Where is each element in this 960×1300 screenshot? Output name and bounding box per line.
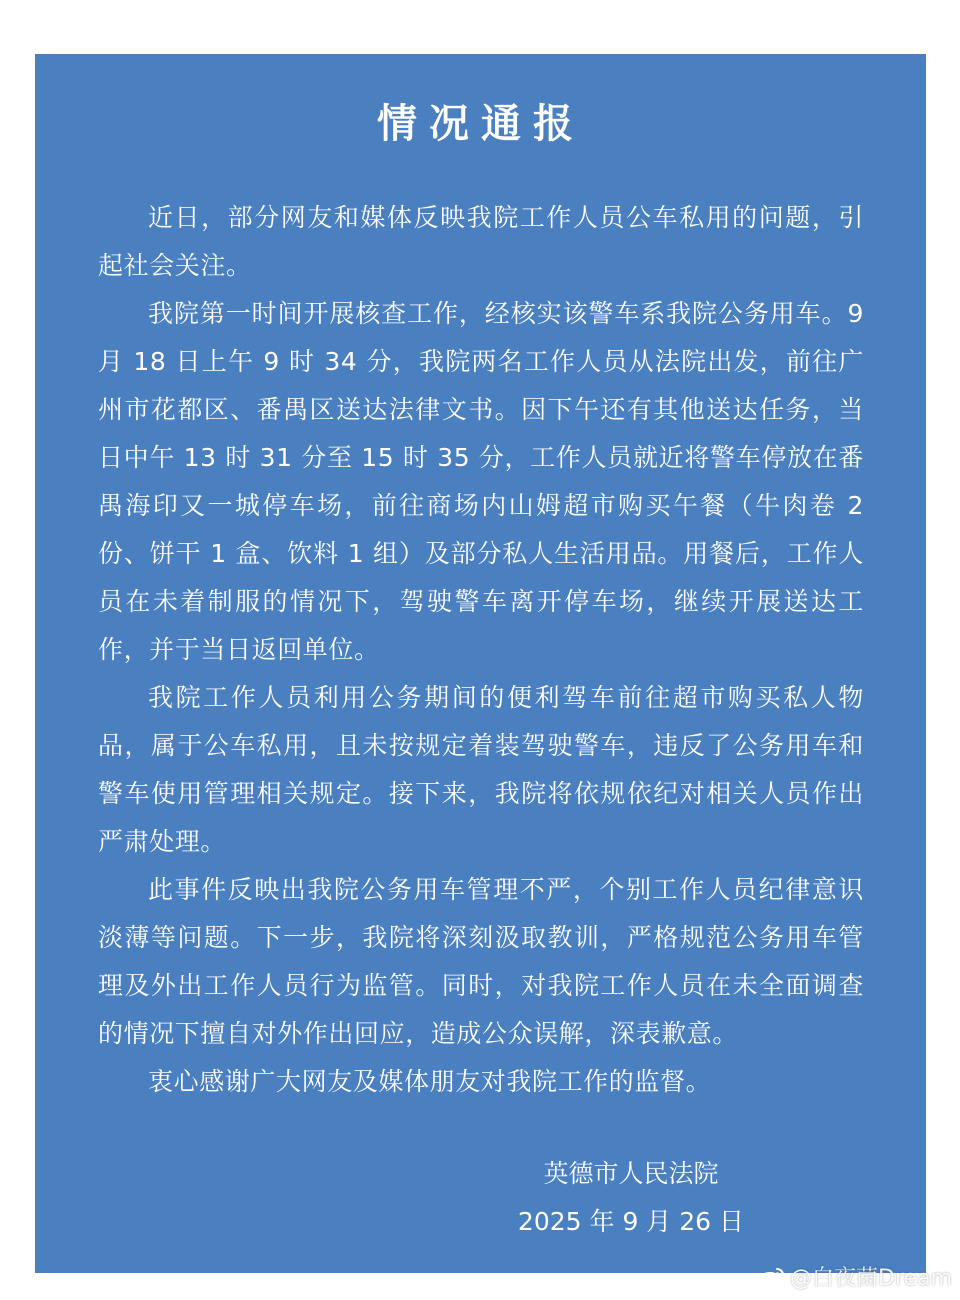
notice-body bbox=[98, 194, 864, 1106]
notice-title: 情况通报 bbox=[377, 100, 585, 147]
paragraph-2: 我院第一时间开展核查工作，经核实该警车系我院公务用车。9 月 18 日上午 9 时 34 分，我院两名工作人员从法院出发，前往广州市花都区、番禺区送达法律文书。因下午还有其他送达任务，当日中午 13 时 31 分至 15 时 35 分，工作人员就近将警车停放在番禺海印又一城停车场，前往商场内山姆超市购买午餐（牛肉卷 2 份、饼干 1 盒、饮料 1 组）及部分私人生活用品。用餐后，工作人员在未着制服的情况下，驾驶警车离开停车场，继续开展送达工作，并于当日返回单位。 bbox=[98, 299, 864, 664]
weibo-watermark bbox=[758, 1261, 952, 1292]
weibo-icon bbox=[758, 1265, 786, 1289]
signature-organization: 英德市人民法院 bbox=[543, 1159, 719, 1188]
signature-block bbox=[518, 1150, 744, 1246]
notice-document bbox=[35, 54, 926, 1273]
watermark-text: @白夜菌Dream bbox=[790, 1266, 952, 1291]
paragraph-3: 我院工作人员利用公务期间的便利驾车前往超市购买私人物品，属于公车私用，且未按规定着装驾驶警车，违反了公务用车和警车使用管理相关规定。接下来，我院将依规依纪对相关人员作出严肃处理。 bbox=[98, 683, 864, 856]
signature-date: 2025 年 9 月 26 日 bbox=[517, 1207, 744, 1236]
paragraph-1: 近日，部分网友和媒体反映我院工作人员公车私用的问题，引起社会关注。 bbox=[98, 203, 864, 280]
paragraph-4: 此事件反映出我院公务用车管理不严，个别工作人员纪律意识淡薄等问题。下一步，我院将深刻汲取教训，严格规范公务用车管理及外出工作人员行为监管。同时，对我院工作人员在未全面调查的情况下擅自对外作出回应，造成公众误解，深表歉意。 bbox=[98, 875, 864, 1048]
paragraph-5: 衷心感谢广大网友及媒体朋友对我院工作的监督。 bbox=[148, 1067, 712, 1096]
